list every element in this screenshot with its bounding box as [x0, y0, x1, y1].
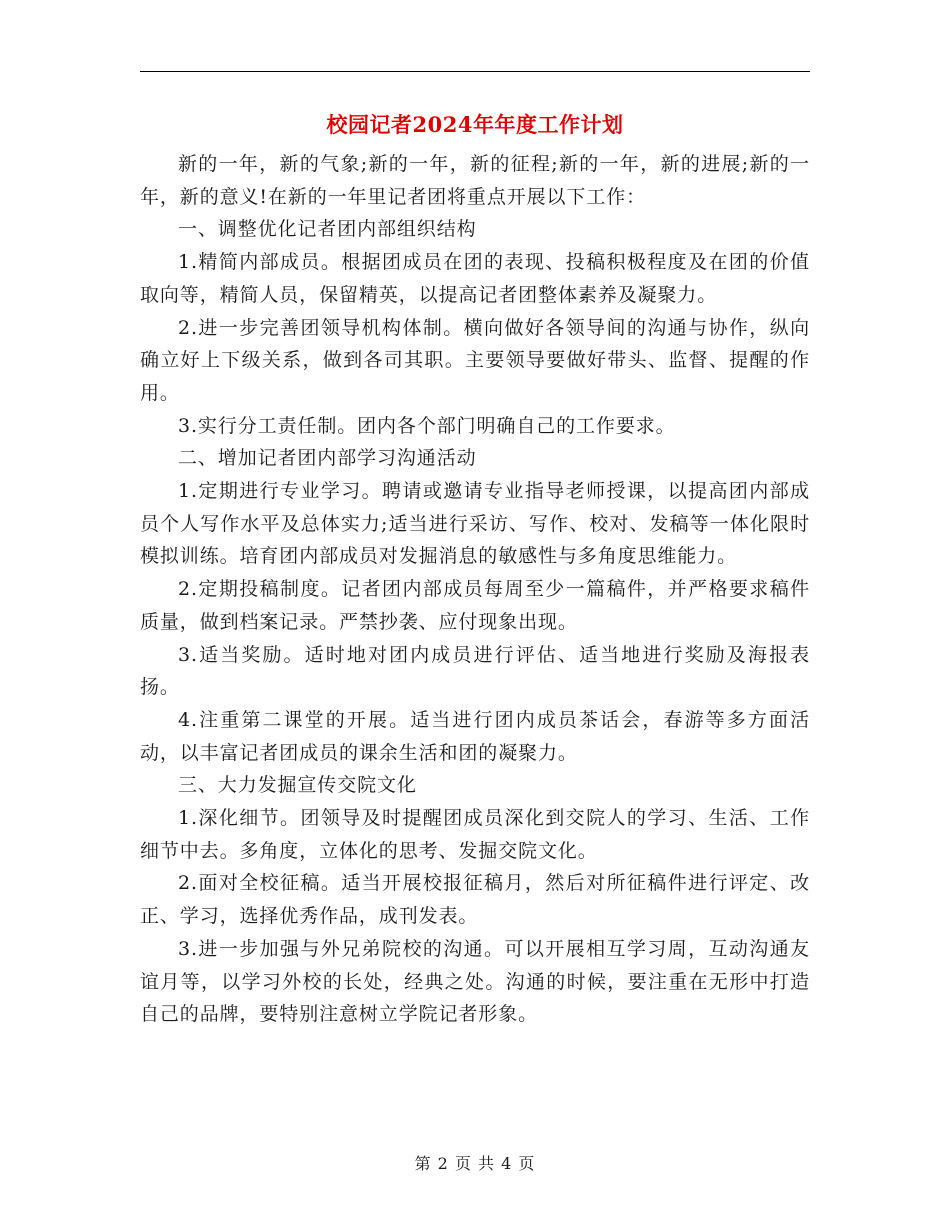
section-heading-1: 一、调整优化记者团内部组织结构 — [178, 218, 477, 241]
intro-paragraph: 新的一年，新的气象;新的一年，新的征程;新的一年，新的进展;新的一年，新的意义!在新的一年里记者团将重点开展以下工作： — [140, 153, 810, 208]
section-heading-2: 二、增加记者团内部学习沟通活动 — [178, 447, 477, 470]
section-3-item-1: 1.深化细节。团领导及时提醒团成员深化到交院人的学习、生活、工作细节中去。多角度，立体化的思考、发掘交院文化。 — [140, 807, 810, 862]
section-2-item-3: 3.适当奖励。适时地对团内成员进行评估、适当地进行奖励及海报表扬。 — [140, 643, 810, 699]
page-number: 第 2 页 共 4 页 — [414, 1154, 536, 1173]
section-2-item-1: 1.定期进行专业学习。聘请或邀请专业指导老师授课，以提高团内部成员个人写作水平及总体实力;适当进行采访、写作、校对、发稿等一体化限时模拟训练。培育团内部成员对发掘消息的敏感性与多角度思维能力。 — [140, 480, 810, 568]
section-2-item-4: 4.注重第二课堂的开展。适当进行团内成员茶话会，春游等多方面活动，以丰富记者团成员的课余生活和团的凝聚力。 — [140, 708, 810, 764]
document-title: 校园记者2024年年度工作计划 — [326, 112, 624, 137]
section-3-item-3: 3.进一步加强与外兄弟院校的沟通。可以开展相互学习周，互动沟通友谊月等，以学习外校的长处，经典之处。沟通的时候，要注重在无形中打造自己的品牌，要特别注意树立学院记者形象。 — [140, 937, 810, 1026]
section-heading-3: 三、大力发掘宣传交院文化 — [178, 774, 417, 797]
document-body — [140, 148, 810, 1031]
section-1-item-1: 1.精简内部成员。根据团成员在团的表现、投稿积极程度及在团的价值取向等，精简人员，保留精英，以提高记者团整体素养及凝聚力。 — [140, 251, 810, 306]
section-3-item-2: 2.面对全校征稿。适当开展校报征稿月，然后对所征稿件进行评定、改正、学习，选择优秀作品，成刊发表。 — [140, 872, 810, 928]
section-2-item-2: 2.定期投稿制度。记者团内部成员每周至少一篇稿件，并严格要求稿件质量，做到档案记录。严禁抄袭、应付现象出现。 — [140, 578, 810, 633]
header-rule — [140, 71, 810, 72]
section-1-item-3: 3.实行分工责任制。团内各个部门明确自己的工作要求。 — [178, 414, 676, 437]
section-1-item-2: 2.进一步完善团领导机构体制。横向做好各领导间的沟通与协作，纵向确立好上下级关系，做到各司其职。主要领导要做好带头、监督、提醒的作用。 — [140, 316, 810, 404]
